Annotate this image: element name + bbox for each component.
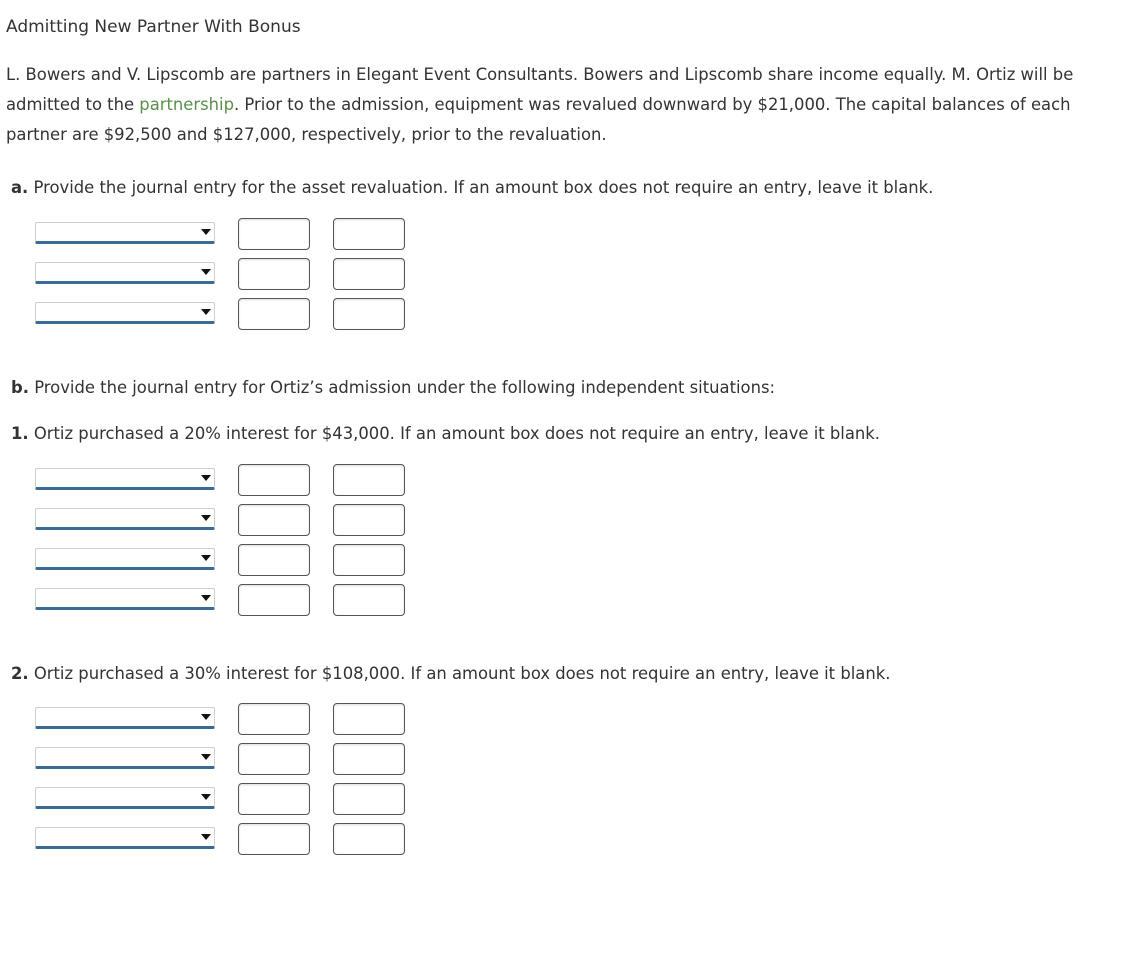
account-select[interactable]: [35, 468, 215, 490]
journal-row: [35, 298, 415, 330]
account-select[interactable]: [35, 747, 215, 769]
journal-row: [35, 584, 415, 616]
credit-amount-input[interactable]: [333, 743, 405, 775]
partnership-link[interactable]: partnership: [139, 95, 235, 114]
account-select[interactable]: [35, 707, 215, 729]
problem-intro: [6, 60, 1136, 150]
caret-down-icon: [201, 309, 211, 315]
journal-row: [35, 258, 415, 290]
account-select[interactable]: [35, 787, 215, 809]
debit-amount-input[interactable]: [238, 584, 310, 616]
caret-down-icon: [201, 475, 211, 481]
account-select[interactable]: [35, 827, 215, 849]
credit-amount-input[interactable]: [333, 464, 405, 496]
debit-amount-input[interactable]: [238, 504, 310, 536]
account-select[interactable]: [35, 222, 215, 244]
caret-down-icon: [201, 595, 211, 601]
caret-down-icon: [201, 834, 211, 840]
question-b-label: b.: [11, 378, 29, 397]
question-a: [11, 178, 933, 197]
question-a-label: a.: [11, 178, 29, 197]
credit-amount-input[interactable]: [333, 783, 405, 815]
debit-amount-input[interactable]: [238, 823, 310, 855]
question-b2-label: 2.: [11, 664, 29, 683]
debit-amount-input[interactable]: [238, 783, 310, 815]
caret-down-icon: [201, 714, 211, 720]
credit-amount-input[interactable]: [333, 504, 405, 536]
question-b2: [11, 664, 890, 683]
question-b1-text: Ortiz purchased a 20% interest for $43,000. If an amount box does not require an entry, leave it blank.: [33, 424, 880, 443]
question-b1-label: 1.: [11, 424, 29, 443]
intro-text-1: L. Bowers and V. Lipscomb are partners in Elegant Event Consultants. Bowers and Lipscomb share income equally. M. Ortiz will be admitted to the: [6, 65, 1074, 114]
credit-amount-input[interactable]: [333, 258, 405, 290]
journal-row: [35, 703, 415, 735]
intro-text-2: . Prior to the admission, equipment was revalued downward by $21,000. The capital balances of each partner are $92,500 and $127,000, respectively, prior to the revaluation.: [6, 95, 1071, 144]
question-b1: [11, 424, 880, 443]
debit-amount-input[interactable]: [238, 218, 310, 250]
caret-down-icon: [201, 269, 211, 275]
credit-amount-input[interactable]: [333, 703, 405, 735]
caret-down-icon: [201, 515, 211, 521]
debit-amount-input[interactable]: [238, 258, 310, 290]
journal-row: [35, 218, 415, 250]
journal-row: [35, 783, 415, 815]
page-title: Admitting New Partner With Bonus: [6, 17, 301, 37]
account-select[interactable]: [35, 262, 215, 284]
credit-amount-input[interactable]: [333, 298, 405, 330]
journal-row: [35, 464, 415, 496]
debit-amount-input[interactable]: [238, 464, 310, 496]
journal-row: [35, 823, 415, 855]
question-b2-text: Ortiz purchased a 30% interest for $108,000. If an amount box does not require an entry, leave it blank.: [33, 664, 891, 683]
credit-amount-input[interactable]: [333, 584, 405, 616]
account-select[interactable]: [35, 588, 215, 610]
debit-amount-input[interactable]: [238, 703, 310, 735]
caret-down-icon: [201, 555, 211, 561]
journal-row: [35, 544, 415, 576]
question-b: [11, 378, 775, 397]
journal-row: [35, 743, 415, 775]
credit-amount-input[interactable]: [333, 823, 405, 855]
journal-row: [35, 504, 415, 536]
debit-amount-input[interactable]: [238, 743, 310, 775]
question-a-text: Provide the journal entry for the asset revaluation. If an amount box does not require an entry, leave it blank.: [33, 178, 934, 197]
caret-down-icon: [201, 229, 211, 235]
debit-amount-input[interactable]: [238, 544, 310, 576]
credit-amount-input[interactable]: [333, 218, 405, 250]
credit-amount-input[interactable]: [333, 544, 405, 576]
question-b-text: Provide the journal entry for Ortiz’s admission under the following independent situations:: [34, 378, 776, 397]
account-select[interactable]: [35, 508, 215, 530]
account-select[interactable]: [35, 302, 215, 324]
account-select[interactable]: [35, 548, 215, 570]
caret-down-icon: [201, 794, 211, 800]
debit-amount-input[interactable]: [238, 298, 310, 330]
caret-down-icon: [201, 754, 211, 760]
